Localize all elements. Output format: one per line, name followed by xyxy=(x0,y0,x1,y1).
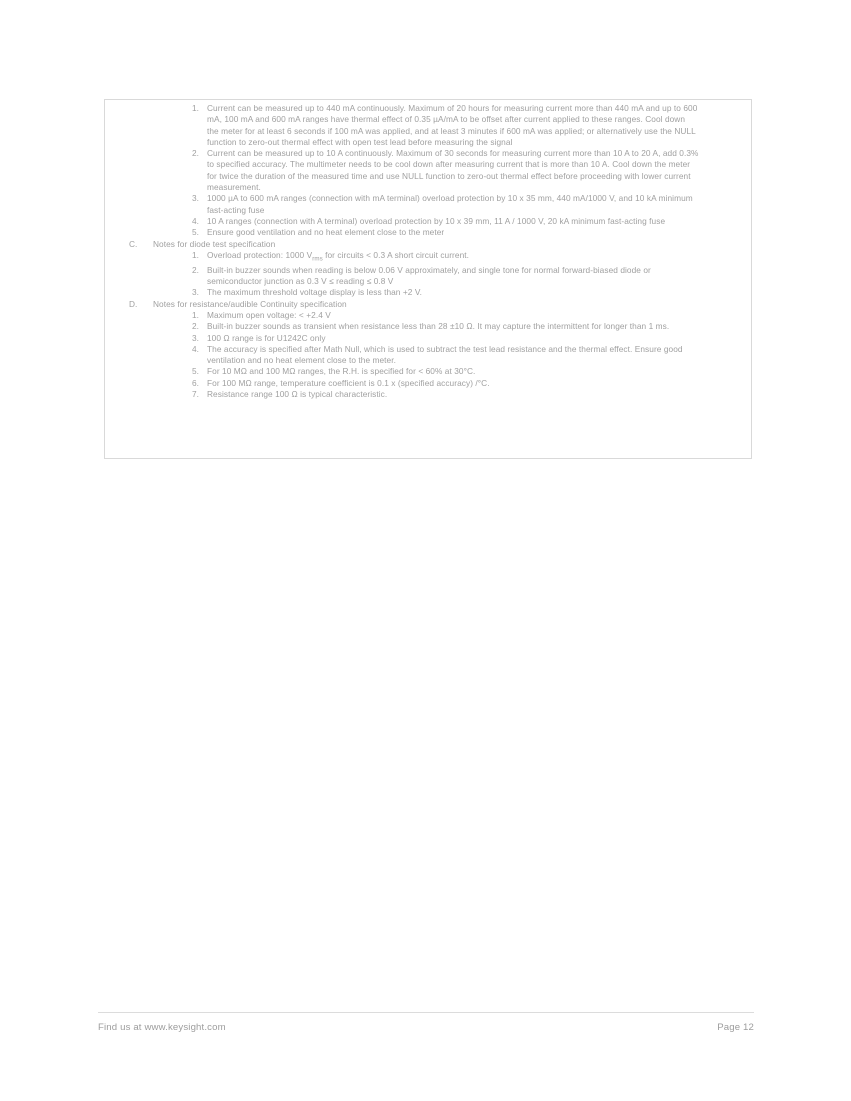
note-item-number: 1. xyxy=(191,249,199,260)
note-item-number: 2. xyxy=(191,148,199,159)
note-item xyxy=(105,378,753,389)
note-item-text: Ensure good ventilation and no heat element close to the meter xyxy=(207,227,445,238)
note-item-number: 5. xyxy=(191,366,199,377)
note-item-number: 7. xyxy=(191,389,199,400)
note-item-number: 1. xyxy=(191,103,199,113)
notes-content-box xyxy=(104,99,752,459)
note-item-text: Resistance range 100 Ω is typical characteristic. xyxy=(207,389,388,400)
section-marker: C. xyxy=(129,238,138,249)
note-item-text: For 100 MΩ range, temperature coefficient is 0.1 x (specified accuracy) /°C. xyxy=(207,377,490,388)
note-item-text: Current can be measured up to 10 A continuously. Maximum of 30 seconds for measuring current more than 10 A to 20 A, add 0.3% to specified accuracy. The multimeter needs to be cool down after measuring current that is more than 10 A. Cool down the meter for twice the duration of the measured time and use NULL function to zero-out thermal effect before proceeding with lower current measurement. xyxy=(207,148,699,193)
footer-page-number: Page 12 xyxy=(717,1022,754,1033)
note-item-text: The maximum threshold voltage display is less than +2 V. xyxy=(207,287,423,298)
section-title: Notes for resistance/audible Continuity specification xyxy=(153,298,347,309)
section-heading xyxy=(105,299,753,310)
note-item xyxy=(105,103,753,148)
section-heading xyxy=(105,239,753,250)
note-item-text: Maximum open voltage: < +2.4 V xyxy=(207,310,331,320)
note-item-number: 1. xyxy=(191,310,199,320)
note-item-number: 3. xyxy=(191,332,199,343)
note-item xyxy=(105,193,753,216)
note-item xyxy=(105,344,753,367)
note-item-text: 10 A ranges (connection with A terminal) overload protection by 10 x 39 mm, 11 A / 1000 V, 20 kA minimum fast-acting fuse xyxy=(207,215,666,226)
note-item-text: Current can be measured up to 440 mA continuously. Maximum of 20 hours for measuring current more than 440 mA and up to 600 mA, 100 mA and 600 mA ranges have thermal effect of 0.35 µA/mA to be offset after current applied to these ranges. Cool down the meter for at least 6 seconds if 100 mA was applied, and at least 3 minutes if 600 mA was applied; or alternatively use the NULL function to zero-out thermal effect with open test lead before measuring the signal xyxy=(207,103,698,147)
note-item-number: 3. xyxy=(191,287,199,298)
note-item-text: 1000 µA to 600 mA ranges (connection with mA terminal) overload protection by 10 x 35 mm, 440 mA/1000 V, and 10 kA minimum fast-acting fuse xyxy=(207,193,693,215)
note-item-number: 5. xyxy=(191,227,199,238)
note-item xyxy=(105,287,753,298)
note-item-number: 4. xyxy=(191,343,199,354)
note-item-number: 2. xyxy=(191,264,199,275)
note-item-text: Built-in buzzer sounds as transient when resistance less than 28 ±10 Ω. It may capture the intermittent for longer than 1 ms. xyxy=(207,321,670,332)
note-item-text: For 10 MΩ and 100 MΩ ranges, the R.H. is specified for < 60% at 30°C. xyxy=(207,366,476,377)
note-item xyxy=(105,310,753,321)
footer-divider xyxy=(98,1012,754,1013)
footer-website: Find us at www.keysight.com xyxy=(98,1022,226,1033)
note-item-text: 100 Ω range is for U1242C only xyxy=(207,332,326,343)
section-title: Notes for diode test specification xyxy=(153,238,276,249)
note-item-text: The accuracy is specified after Math Null, which is used to subtract the test lead resistance and the thermal effect. Ensure good ventilation and no heat element close to the meter. xyxy=(207,343,683,366)
note-item xyxy=(105,227,753,238)
note-item xyxy=(105,216,753,227)
note-item-text: Built-in buzzer sounds when reading is below 0.06 V approximately, and single tone for normal forward-biased diode or semiconductor junction as 0.3 V ≤ reading ≤ 0.8 V xyxy=(207,264,651,287)
note-item xyxy=(105,333,753,344)
notes-list xyxy=(105,100,753,400)
section-marker: D. xyxy=(129,298,138,309)
note-item xyxy=(105,148,753,193)
note-item-text: Overload protection: 1000 $V_{rms}$ for circuits < 0.3 A short circuit current. xyxy=(207,249,470,263)
note-item xyxy=(105,321,753,332)
note-item xyxy=(105,250,753,265)
note-item xyxy=(105,265,753,288)
note-item-number: 3. xyxy=(191,193,199,204)
note-item xyxy=(105,389,753,400)
note-item xyxy=(105,366,753,377)
note-item-number: 2. xyxy=(191,321,199,332)
note-item-number: 4. xyxy=(191,215,199,226)
note-item-number: 6. xyxy=(191,377,199,388)
